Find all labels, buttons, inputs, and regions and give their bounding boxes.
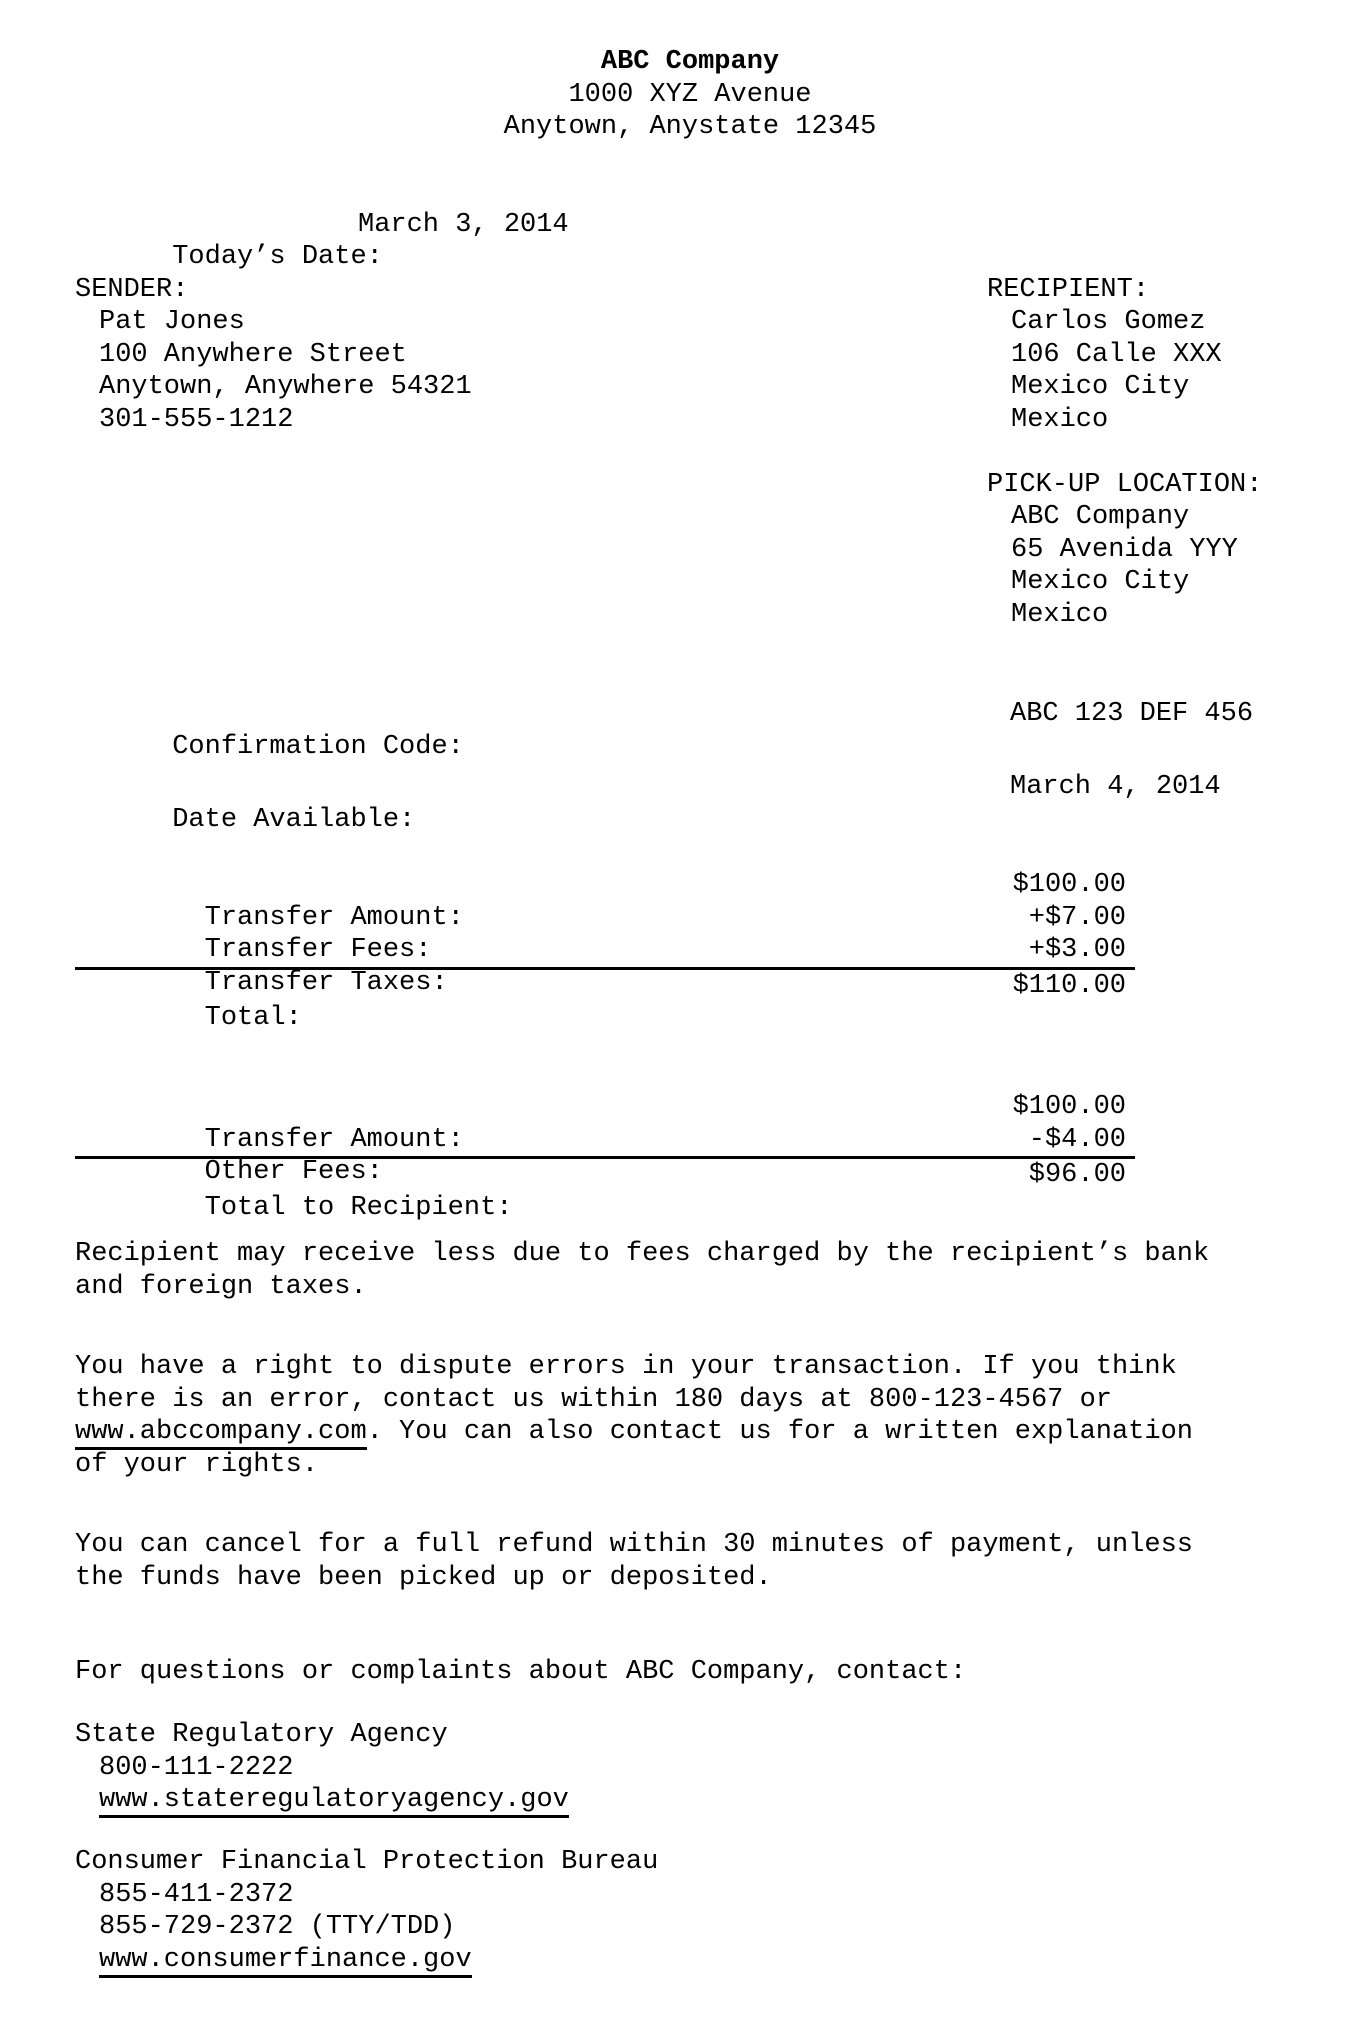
- spacer: [75, 1481, 76, 1529]
- cfpb-phone: 855-411-2372: [99, 1879, 294, 1910]
- confirmation-code-label: Confirmation Code:: [172, 731, 464, 762]
- table-row: [75, 967, 1135, 1033]
- recipient-name: Carlos Gomez: [1011, 307, 1206, 337]
- spacer: [75, 631, 76, 698]
- pickup-name: ABC Company: [1011, 502, 1190, 532]
- company-name: ABC Company: [600, 47, 780, 77]
- spacer: [75, 144, 76, 209]
- transfer-amount-label: Transfer Amount:: [204, 902, 464, 933]
- date-available-value: March 4, 2014: [1010, 772, 1221, 802]
- spacer: [75, 1594, 76, 1656]
- total-to-recipient-label: Total to Recipient:: [204, 1192, 513, 1223]
- other-fees-value: -$4.00: [1028, 1124, 1126, 1155]
- fee-table-sender: [75, 869, 1348, 1033]
- cancel-note-line1: You can cancel for a full refund within 30 minutes of payment, unless: [75, 1530, 1193, 1560]
- sender-recipient-block: [75, 274, 1348, 437]
- confirmation-code-row: [75, 698, 1348, 762]
- cancel-note: [75, 1529, 1348, 1594]
- spacer: [75, 1817, 76, 1847]
- state-agency-website-link: www.stateregulatoryagency.gov: [99, 1785, 569, 1818]
- sender-street: 100 Anywhere Street: [99, 339, 407, 370]
- recipient-country: Mexico: [1011, 404, 1109, 435]
- pickup-location-block: [75, 469, 1348, 632]
- sender-phone: 301-555-1212: [99, 404, 294, 435]
- confirmation-code-value: ABC 123 DEF 456: [1010, 699, 1254, 729]
- other-fees-label: Other Fees:: [204, 1157, 383, 1187]
- total-to-recipient-value: $96.00: [1028, 1160, 1126, 1190]
- pickup-country: Mexico: [1011, 599, 1109, 630]
- spacer: [75, 1689, 76, 1720]
- bank-fees-note: [75, 1238, 1348, 1303]
- transfer-amount2-value: $100.00: [1012, 1092, 1126, 1122]
- sender-heading: SENDER:: [75, 274, 189, 305]
- cfpb-tty-phone: 855-729-2372 (TTY/TDD): [99, 1912, 456, 1942]
- total-label: Total:: [204, 1003, 302, 1033]
- state-agency-contact: [75, 1719, 1348, 1817]
- pickup-heading: PICK-UP LOCATION:: [987, 469, 1263, 500]
- spacer: [75, 436, 76, 469]
- state-agency-name: State Regulatory Agency: [75, 1720, 448, 1750]
- questions-note: For questions or complaints about ABC Company, contact:: [75, 1657, 967, 1687]
- recipient-city: Mexico City: [1011, 372, 1190, 402]
- cfpb-contact: [75, 1846, 1348, 1976]
- pickup-city: Mexico City: [1011, 567, 1190, 597]
- company-website-link: www.abccompany.com: [75, 1417, 367, 1450]
- transfer-taxes-label: Transfer Taxes:: [204, 967, 448, 998]
- dispute-line3: [75, 1416, 1348, 1449]
- transfer-amount2-label: Transfer Amount:: [204, 1124, 464, 1155]
- transfer-fees-label: Transfer Fees:: [204, 935, 432, 965]
- spacer: [75, 1303, 76, 1351]
- transfer-fees-value: +$7.00: [1028, 902, 1126, 933]
- bank-fees-note-line1: Recipient may receive less due to fees charged by the recipient’s bank: [75, 1239, 1210, 1269]
- sender-city: Anytown, Anywhere 54321: [99, 372, 472, 402]
- cfpb-name: Consumer Financial Protection Bureau: [75, 1847, 659, 1877]
- dispute-rights-note: [75, 1351, 1348, 1481]
- total-value: $110.00: [1012, 970, 1126, 1001]
- dispute-line2: there is an error, contact us within 180 days at 800-123-4567 or: [75, 1384, 1112, 1415]
- transfer-taxes-value: +$3.00: [1028, 935, 1126, 965]
- transfer-amount-value: $100.00: [1012, 870, 1126, 900]
- todays-date-row: [75, 209, 1348, 272]
- date-available-row: [75, 771, 1348, 835]
- dispute-line3-rest: . You can also contact us for a written explanation: [366, 1417, 1193, 1447]
- table-row: [75, 1159, 1135, 1223]
- todays-date-label: Today’s Date:: [172, 242, 383, 272]
- date-available-label: Date Available:: [172, 804, 416, 835]
- letterhead: [75, 46, 1305, 144]
- recipient-heading: RECIPIENT:: [987, 274, 1150, 305]
- fee-table-recipient: [75, 1091, 1348, 1223]
- todays-date-value: March 3, 2014: [358, 209, 569, 240]
- company-address-line1: 1000 XYZ Avenue: [568, 79, 812, 110]
- dispute-line1: You have a right to dispute errors in your transaction. If you think: [75, 1352, 1177, 1382]
- bank-fees-note-line2: and foreign taxes.: [75, 1271, 367, 1302]
- cfpb-website-link: www.consumerfinance.gov: [99, 1945, 472, 1978]
- pickup-street: 65 Avenida YYY: [1011, 534, 1238, 565]
- recipient-block: [987, 274, 1222, 437]
- state-agency-phone: 800-111-2222: [99, 1752, 294, 1783]
- recipient-street: 106 Calle XXX: [1011, 339, 1222, 370]
- sender-name: Pat Jones: [99, 307, 245, 337]
- company-address-line2: Anytown, Anystate 12345: [503, 112, 877, 142]
- dispute-line4: of your rights.: [75, 1449, 319, 1480]
- cancel-note-line2: the funds have been picked up or deposited.: [75, 1562, 772, 1593]
